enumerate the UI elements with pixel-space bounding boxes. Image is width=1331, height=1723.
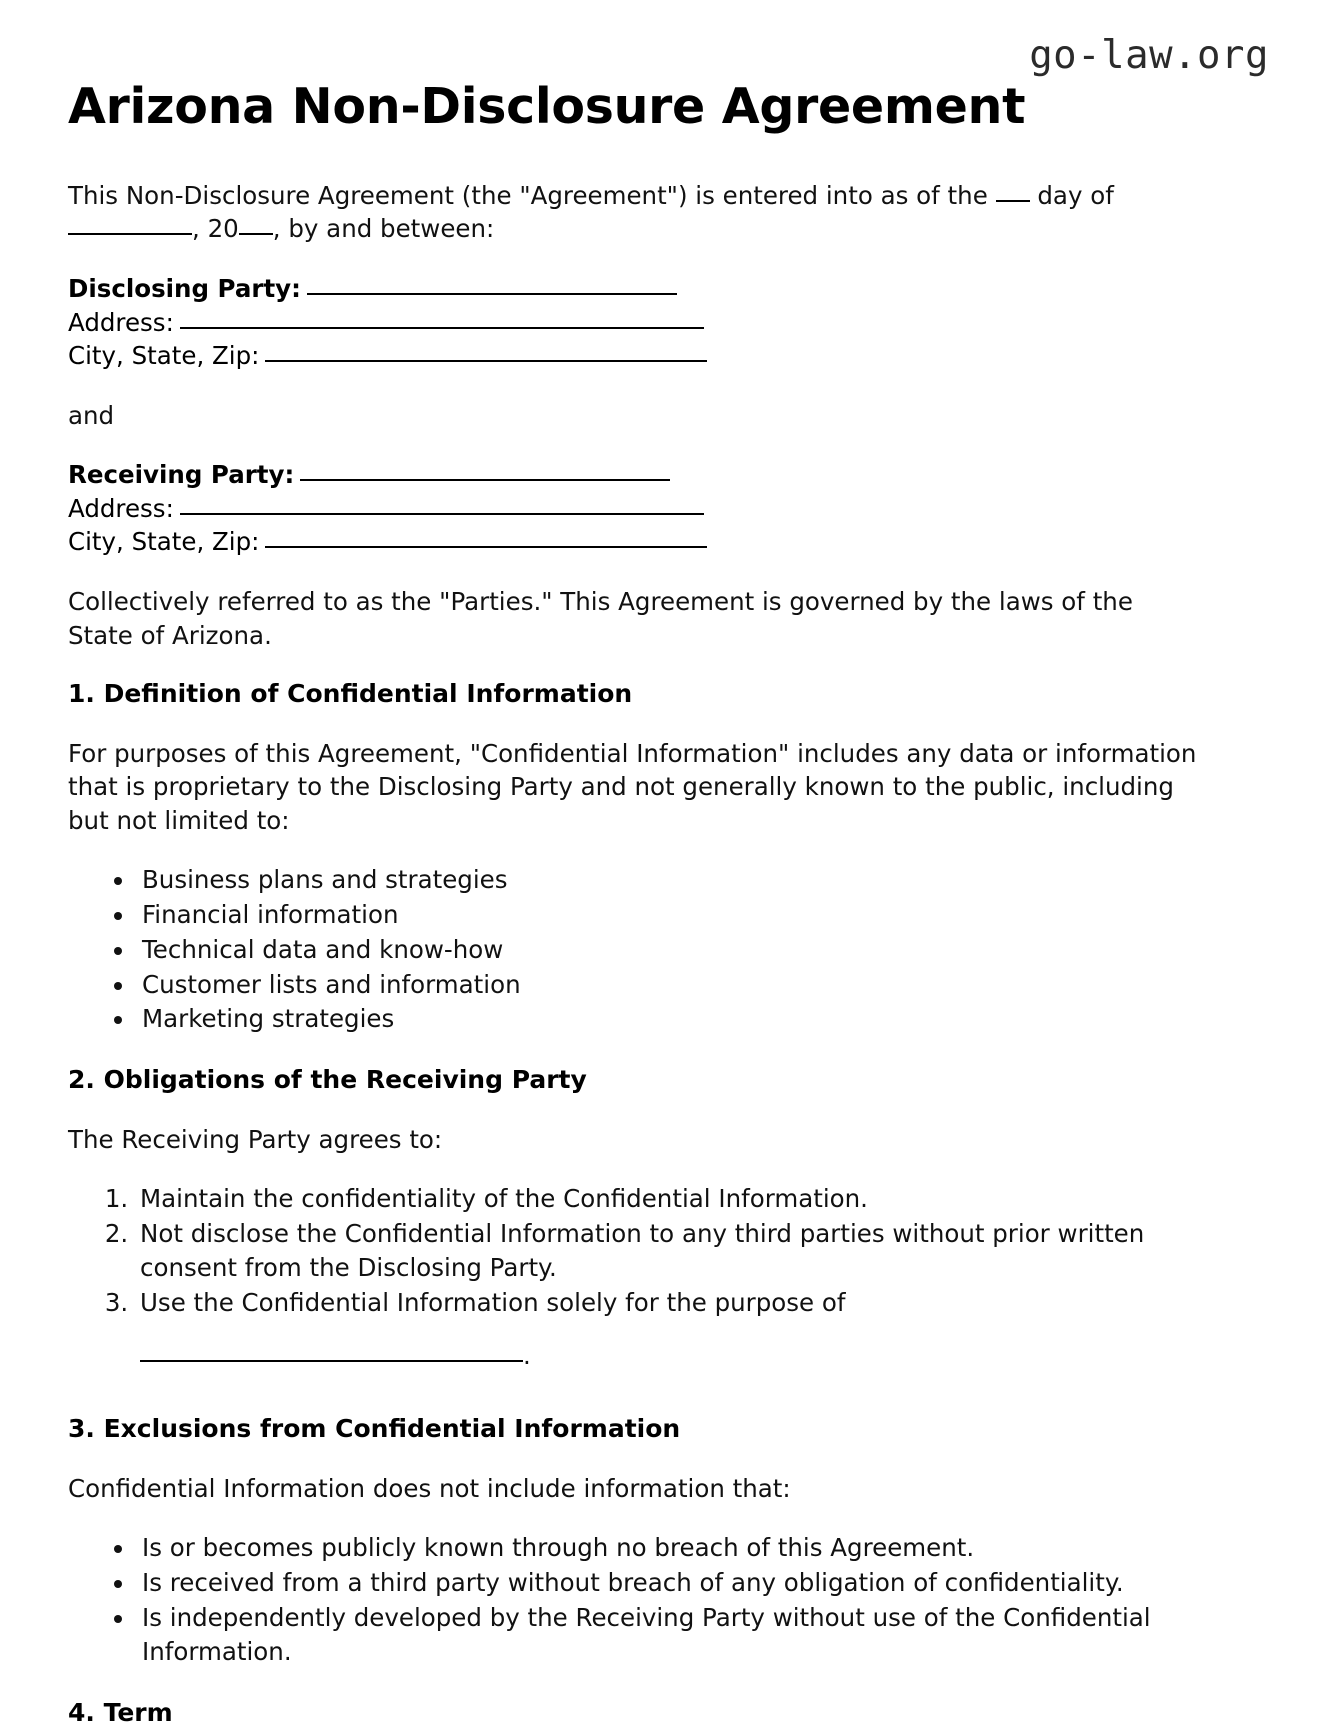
list-item: • Financial information: [136, 898, 1203, 932]
list-item: • Customer lists and information: [136, 968, 1203, 1002]
disclosing-party-city-line: [68, 339, 1203, 373]
site-watermark: go-law.org: [1029, 33, 1269, 78]
list-item: • Marketing strategies: [136, 1002, 1203, 1036]
section-2-heading: 2. Obligations of the Receiving Party: [68, 1065, 587, 1095]
intro-paragraph: [68, 179, 1203, 246]
section-1-bullet-list: [68, 863, 1203, 1036]
section-1-heading: 1. Definition of Confidential Information: [68, 679, 633, 709]
list-item: • Is received from a third party without breach of any obligation of confidentiality.: [136, 1566, 1203, 1600]
list-item: 1. Maintain the confidentiality of the Confidential Information.: [136, 1182, 1203, 1216]
intro-text-2: day of: [1037, 180, 1114, 210]
receiving-party-address-line: [68, 492, 1203, 526]
list-item: 2. Not disclose the Confidential Information to any third parties without prior written consent from the Disclosing Party.: [136, 1217, 1203, 1285]
receiving-party-city-line: [68, 525, 1203, 559]
page-title: Arizona Non-Disclosure Agreement: [68, 78, 1026, 135]
receiving-party-city-label: City, State, Zip:: [68, 527, 260, 557]
intro-month-blank: [68, 233, 192, 235]
receiving-party-city-blank: [265, 546, 707, 548]
section-2-numbered-list: [68, 1182, 1203, 1373]
list-item: • Business plans and strategies: [136, 863, 1203, 897]
purpose-blank-line-wrap: [140, 1339, 1203, 1373]
conjunction-and: and: [68, 400, 115, 430]
list-item: • Technical data and know-how: [136, 933, 1203, 967]
list-item: [136, 1286, 1203, 1374]
disclosing-party-label: Disclosing Party:: [68, 274, 301, 303]
section-2-body: The Receiving Party agrees to:: [68, 1124, 443, 1154]
receiving-party-address-blank: [180, 513, 704, 515]
collectively-paragraph: Collectively referred to as the "Parties." This Agreement is governed by the laws of the State of Arizona.: [68, 586, 1133, 650]
disclosing-party-name-line: [68, 272, 1203, 306]
intro-text-4: , by and between:: [272, 214, 495, 244]
purpose-period: .: [523, 1341, 531, 1371]
receiving-party-name-blank: [300, 479, 670, 481]
section-3-bullet-list: [68, 1531, 1203, 1668]
disclosing-party-city-blank: [265, 360, 707, 362]
section-3-body: Confidential Information does not include information that:: [68, 1473, 791, 1503]
receiving-party-label: Receiving Party:: [68, 460, 295, 490]
list-item-text: Use the Confidential Information solely for the purpose of: [140, 1287, 846, 1317]
disclosing-party-name-blank: [307, 293, 677, 295]
disclosing-party-address-line: [68, 306, 1203, 340]
disclosing-party-city-label: City, State, Zip:: [68, 341, 260, 371]
intro-day-blank: [996, 200, 1030, 202]
section-1-body: For purposes of this Agreement, "Confidential Information" includes any data or information that is proprietary to the Disclosing Party and not generally known to the public, including but not limited to:: [68, 738, 1197, 835]
intro-text-3: , 20: [192, 214, 239, 244]
intro-year-blank: [239, 233, 273, 235]
receiving-party-address-label: Address:: [68, 493, 174, 523]
disclosing-party-block: [68, 272, 1203, 373]
section-3-heading: 3. Exclusions from Confidential Information: [68, 1414, 681, 1444]
receiving-party-name-line: [68, 458, 1203, 492]
intro-text-1: This Non-Disclosure Agreement (the "Agreement") is entered into as of the: [68, 180, 988, 210]
list-item: • Is or becomes publicly known through no breach of this Agreement.: [136, 1531, 1203, 1565]
section-4-heading: 4. Term: [68, 1697, 173, 1723]
purpose-blank: [140, 1360, 523, 1362]
disclosing-party-address-label: Address:: [68, 307, 174, 337]
document-content: [68, 80, 1203, 1723]
receiving-party-block: [68, 458, 1203, 559]
list-item: • Is independently developed by the Receiving Party without use of the Confidential Information.: [136, 1601, 1203, 1669]
disclosing-party-address-blank: [180, 327, 704, 329]
